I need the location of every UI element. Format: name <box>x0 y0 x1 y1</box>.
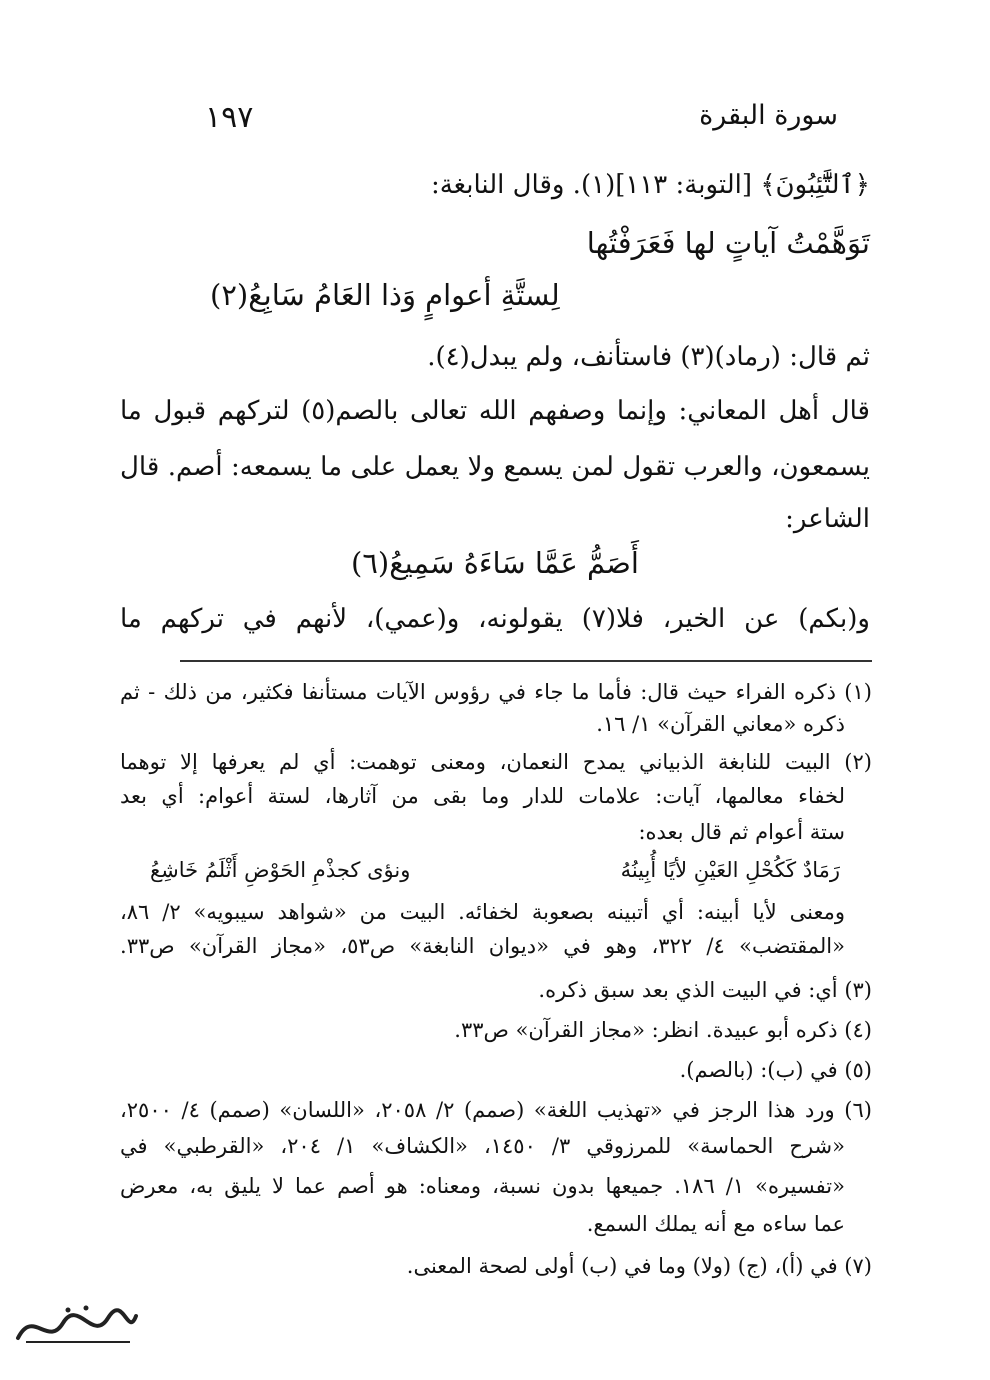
verse-line-1: تَوَهَّمْتُ آياتٍ لها فَعَرَفْتُها <box>586 226 870 260</box>
text-line-3: قال أهل المعاني: وإنما وصفهم الله تعالى بالصم(٥) لتركهم قبول ما <box>120 396 870 426</box>
footnote-6-line-4: عما ساءه مع أنه يملك السمع. <box>586 1212 845 1236</box>
page-number: ١٩٧ <box>205 100 254 135</box>
footnote-5: (٥) في (ب): (بالصم). <box>679 1058 872 1082</box>
footnote-2-line-1: (٢) البيت للنابغة الذبياني يمدح النعمان، ومعنى توهمت: أي لم يعرفها إلا توهما <box>120 750 872 774</box>
text-line-5: الشاعر: <box>785 504 870 534</box>
footnote-1-line-1: (١) ذكره الفراء حيث قال: فأما ما جاء في رؤوس الآيات مستأنفا فكثير، من ذلك - ثم <box>120 680 872 704</box>
footnote-2-line-4: ومعنى لأيا أبينه: أي أتبينه بصعوبة لخفائه. البيت من «شواهد سيبويه» ٢/ ٨٦، <box>120 900 845 924</box>
footnote-2-line-3: ستة أعوام ثم قال بعده: <box>638 820 845 844</box>
footnote-4: (٤) ذكره أبو عبيدة. انظر: «مجاز القرآن» ص٣٣. <box>454 1018 872 1042</box>
verse-line-2: لِستَّةِ أعوامٍ وَذا العَامُ سَابِعُ(٢) <box>210 278 560 312</box>
footnote-2-line-2: لخفاء معالمها، آيات: علامات للدار وما بقى من آثارها، لستة أعوام: أي بعد <box>120 784 845 808</box>
publisher-watermark-logo <box>8 1298 143 1358</box>
running-header-surah: سورة البقرة <box>699 100 838 131</box>
text-line-2: ثم قال: (رماد)(٣) فاستأنف، ولم يبدل(٤). <box>427 342 870 372</box>
footnote-3: (٣) أي: في البيت الذي بعد سبق ذكره. <box>538 978 872 1002</box>
footnote-2-verse-part-1: رَمَادٌ كَكُحْلِ العَيْنِ لأيًا أُبِينُهُ <box>620 858 840 882</box>
footnote-6-line-1: (٦) ورد هذا الرجز في «تهذيب اللغة» (صمم) ٢/ ٢٠٥٨، «اللسان» (صمم) ٤/ ٢٥٠٠، <box>120 1098 872 1122</box>
text-line-4: يسمعون، والعرب تقول لمن يسمع ولا يعمل على ما يسمعه: أصم. قال <box>120 452 870 482</box>
text-line-6: و(بكم) عن الخير، فلا(٧) يقولونه، و(عمي)، لأنهم في تركهم ما <box>120 604 870 634</box>
footnote-2-verse-part-2: ونؤى كجذْمِ الحَوْضِ أَثْلَمُ خَاشِعُ <box>150 858 411 882</box>
footnote-2-line-5: «المقتضب» ٤/ ٣٢٢، وهو في «ديوان النابغة» ص٥٣، «مجاز القرآن» ص٣٣. <box>120 934 845 958</box>
footnote-1-line-2: ذكره «معاني القرآن» ١/ ١٦. <box>596 712 845 736</box>
footnote-separator <box>180 660 872 662</box>
verse-line-3: أَصَمُّ عَمَّا سَاءَهُ سَمِيعُ(٦) <box>351 546 639 580</box>
footnote-7: (٧) في (أ)، (ج) (ولا) وما في (ب) أولى لصحة المعنى. <box>406 1254 872 1278</box>
footnote-6-line-2: «شرح الحماسة» للمرزوقي ٣/ ١٤٥٠، «الكشاف» ١/ ٢٠٤، «القرطبي» في <box>120 1134 845 1158</box>
text-line-1: ﴿ٱلتَّٰٓئِبُونَ﴾ [التوبة: ١١٣](١). وقال النابغة: <box>430 170 870 200</box>
footnote-6-line-3: «تفسيره» ١/ ١٨٦. جميعها بدون نسبة، ومعناه: هو أصم عما لا يليق به، معرض <box>120 1174 845 1198</box>
